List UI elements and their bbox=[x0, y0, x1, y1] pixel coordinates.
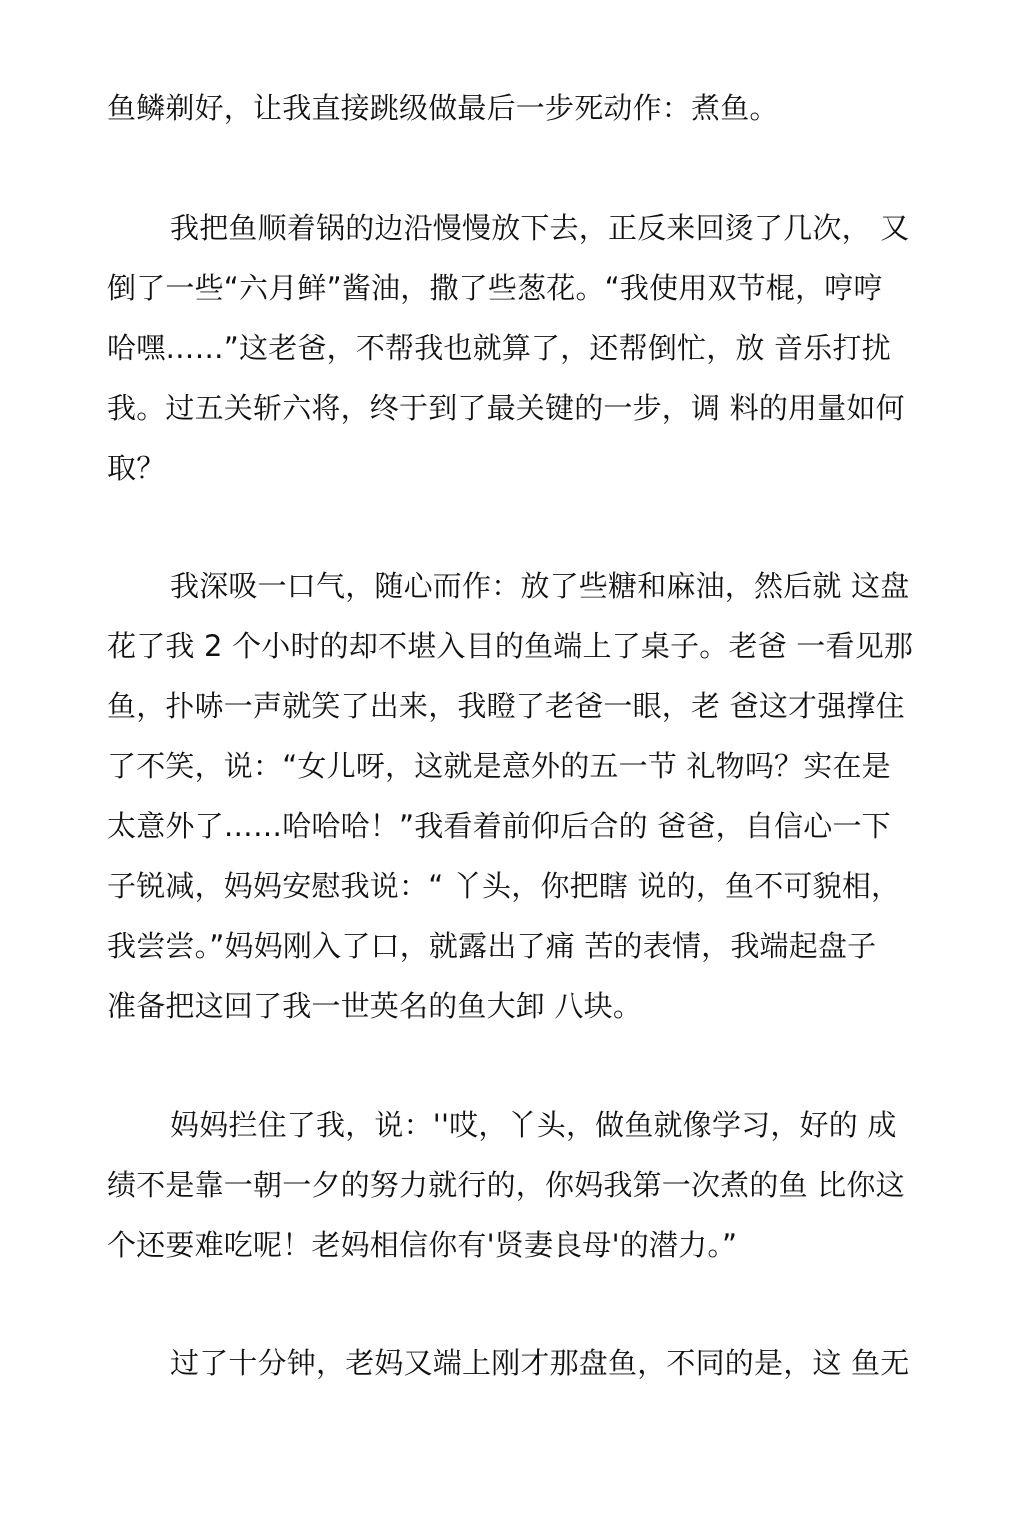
text-line: 我尝尝。”妈妈刚入了口，就露出了痛 苦的表情，我端起盘子 bbox=[107, 929, 877, 963]
text-line: 鱼鳞剃好，让我直接跳级做最后一步死动作：煮鱼。 bbox=[107, 91, 779, 125]
text-line: 哈嘿……”这老爸，不帮我也就算了，还帮倒忙，放 音乐打扰 bbox=[107, 331, 891, 365]
paragraph-start-line: 我深吸一口气，随心而作：放了些糖和麻油，然后就 这盘 bbox=[170, 569, 910, 603]
text-line: 花了我 2 个小时的却不堪入目的鱼端上了桌子。老爸 一看见那 bbox=[107, 629, 914, 663]
text-line: 子锐减，妈妈安慰我说：“ 丫头，你把瞎 说的，鱼不可貌相， bbox=[107, 869, 901, 903]
text-line: 准备把这回了我一世英名的鱼大卸 八块。 bbox=[107, 989, 643, 1023]
text-line: 我。过五关斩六将，终于到了最关键的一步，调 料的用量如何 bbox=[107, 391, 905, 425]
paragraph-start-line: 过了十分钟，老妈又端上刚才那盘鱼，不同的是，这 鱼无 bbox=[170, 1346, 910, 1380]
text-line: 绩不是靠一朝一夕的努力就行的，你妈我第一次煮的鱼 比你这 bbox=[107, 1168, 905, 1202]
text-line: 鱼，扑哧一声就笑了出来，我瞪了老爸一眼，老 爸这才强撑住 bbox=[107, 689, 905, 723]
text-line: 个还要难吃呢！老妈相信你有'贤妻良母'的潜力。” bbox=[107, 1228, 738, 1262]
text-line: 取？ bbox=[107, 451, 166, 485]
paragraph-start-line: 我把鱼顺着锅的边沿慢慢放下去，正反来回烫了几次， 又 bbox=[170, 211, 910, 245]
text-line: 太意外了……哈哈哈！”我看着前仰后合的 爸爸，自信心一下 bbox=[107, 809, 891, 843]
text-line: 倒了一些“六月鲜”酱油，撒了些葱花。“我使用双节棍，哼哼 bbox=[107, 271, 883, 305]
paragraph-start-line: 妈妈拦住了我，说：''哎，丫头，做鱼就像学习，好的 成 bbox=[170, 1108, 897, 1142]
text-line: 了不笑，说：“女儿呀，这就是意外的五一节 礼物吗？实在是 bbox=[107, 749, 891, 783]
